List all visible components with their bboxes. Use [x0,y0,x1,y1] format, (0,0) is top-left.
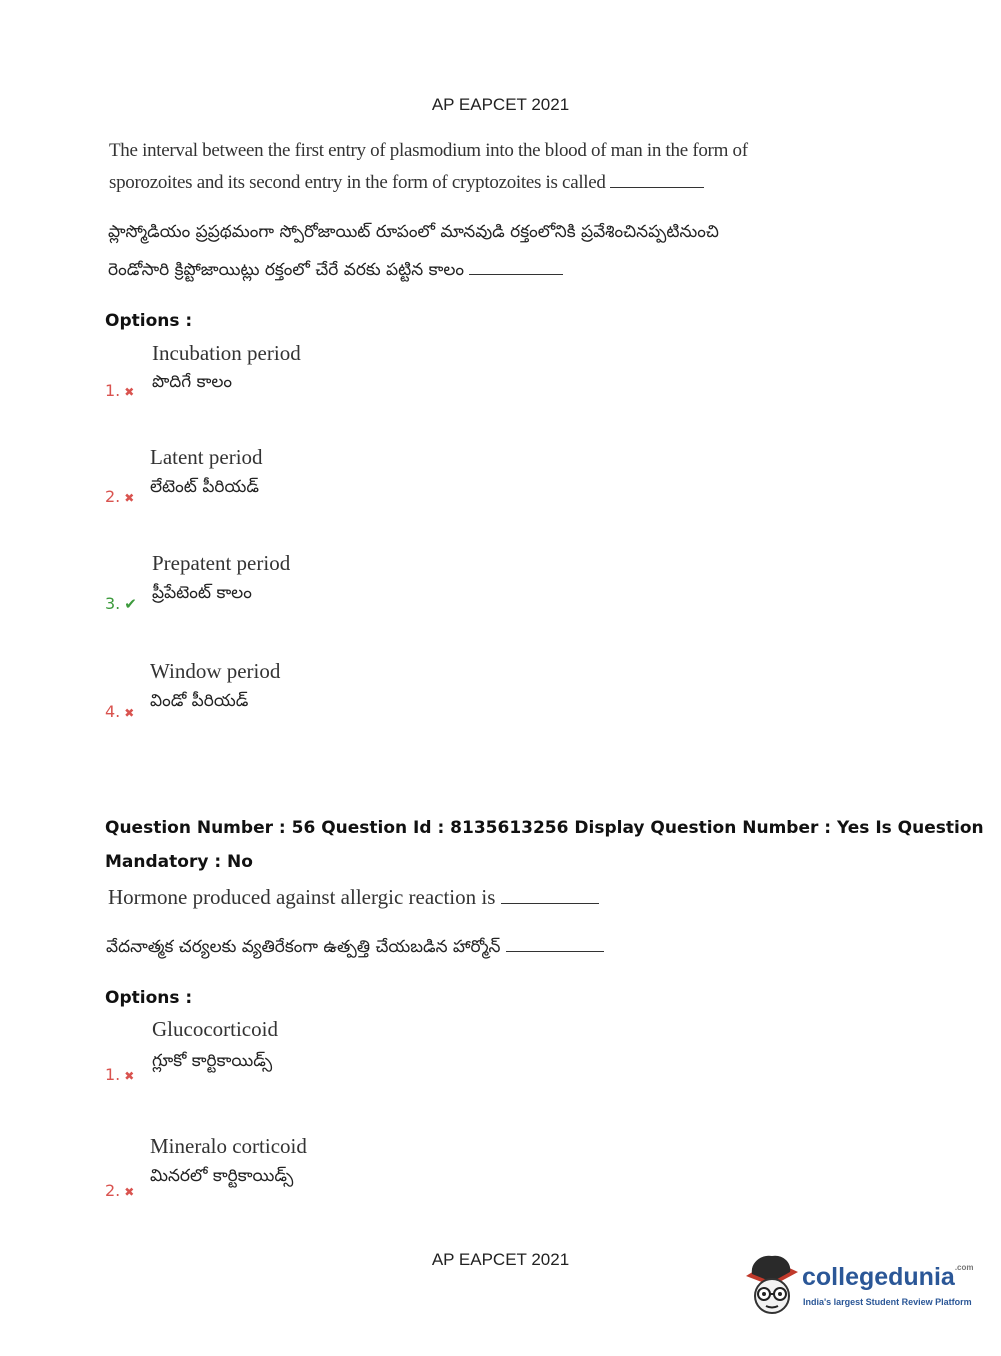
q56-english [108,885,599,910]
answer-blank [610,173,704,188]
option-number: 3. [105,594,121,613]
option-number: 2. [105,1181,121,1200]
q56-telugu-text: వేదనాత్మక చర్యలకు వ్యతిరేకంగా ఉత్పత్తి చేయబడిన హార్మోన్ [106,937,501,957]
answer-blank [506,937,604,952]
option-telugu: మినరలో కార్టికాయిడ్స్ [150,1166,294,1186]
cross-icon: ✖ [124,1069,135,1083]
page-header-title: AP EAPCET 2021 [431,95,570,114]
option-marker [105,487,134,506]
cross-icon: ✖ [124,385,135,399]
option-number: 2. [105,487,121,506]
q56-meta-line2: Mandatory : No [105,852,253,872]
option-number: 1. [105,1065,121,1084]
q56-meta-line1: Question Number : 56 Question Id : 8135613256 Display Question Number : Yes Is Question [105,818,984,838]
q56-english-text: Hormone produced against allergic reaction is [108,885,496,909]
q56-options-label: Options : [105,988,193,1008]
option-marker [105,1065,134,1084]
logo-name: collegedunia [802,1263,955,1291]
option-english: Mineralo corticoid [150,1134,307,1158]
option-telugu: పొదిగే కాలం [152,372,233,392]
cross-icon: ✖ [124,1185,135,1199]
answer-blank [501,889,599,904]
q55-english-line2-text: sporozoites and its second entry in the form of cryptozoites is called [109,172,606,193]
option-english: Glucocorticoid [152,1017,278,1041]
option-english: Latent period [150,445,263,469]
option-number: 1. [105,381,121,400]
cross-icon: ✖ [124,706,135,720]
option-telugu: గ్లూకో కార్టికాయిడ్స్ [152,1051,273,1071]
mascot-icon [742,1250,802,1316]
option-english: Incubation period [152,341,301,365]
logo-suffix: .com [954,1263,974,1272]
q55-options-label: Options : [105,311,193,331]
option-telugu: లేటెంట్ పీరియడ్ [150,477,259,497]
q55-english-line1: The interval between the first entry of plasmodium into the blood of man in the form of [109,140,748,161]
option-number: 4. [105,702,121,721]
option-telugu: విండో పీరియడ్ [150,691,249,711]
logo-tagline: India's largest Student Review Platform [803,1297,972,1307]
option-marker [105,594,137,613]
page-footer-title: AP EAPCET 2021 [431,1250,570,1269]
option-english: Window period [150,659,281,683]
collegedunia-logo [742,1250,982,1320]
q55-telugu-line2 [108,260,563,284]
q56-telugu [106,937,604,961]
option-marker [105,702,134,721]
answer-blank [469,260,563,275]
cross-icon: ✖ [124,491,135,505]
option-marker [105,381,134,400]
option-english: Prepatent period [152,551,291,575]
q55-telugu-line2-text: రెండోసారి క్రిప్టోజాయిట్లు రక్తంలో చేరే వరకు పట్టిన కాలం [108,260,465,280]
logo-wordmark [802,1263,973,1292]
option-marker [105,1181,134,1200]
check-icon: ✔ [124,595,137,613]
q55-english-line2 [109,172,704,194]
option-telugu: ప్రీపేటెంట్ కాలం [152,583,252,603]
q55-telugu-line1: ప్లాస్మోడియం ప్రప్రథమంగా స్పోరోజాయిట్ రూపంలో మానవుడి రక్తంలోనికి ప్రవేశించినప్పటినుంచి [108,222,719,242]
